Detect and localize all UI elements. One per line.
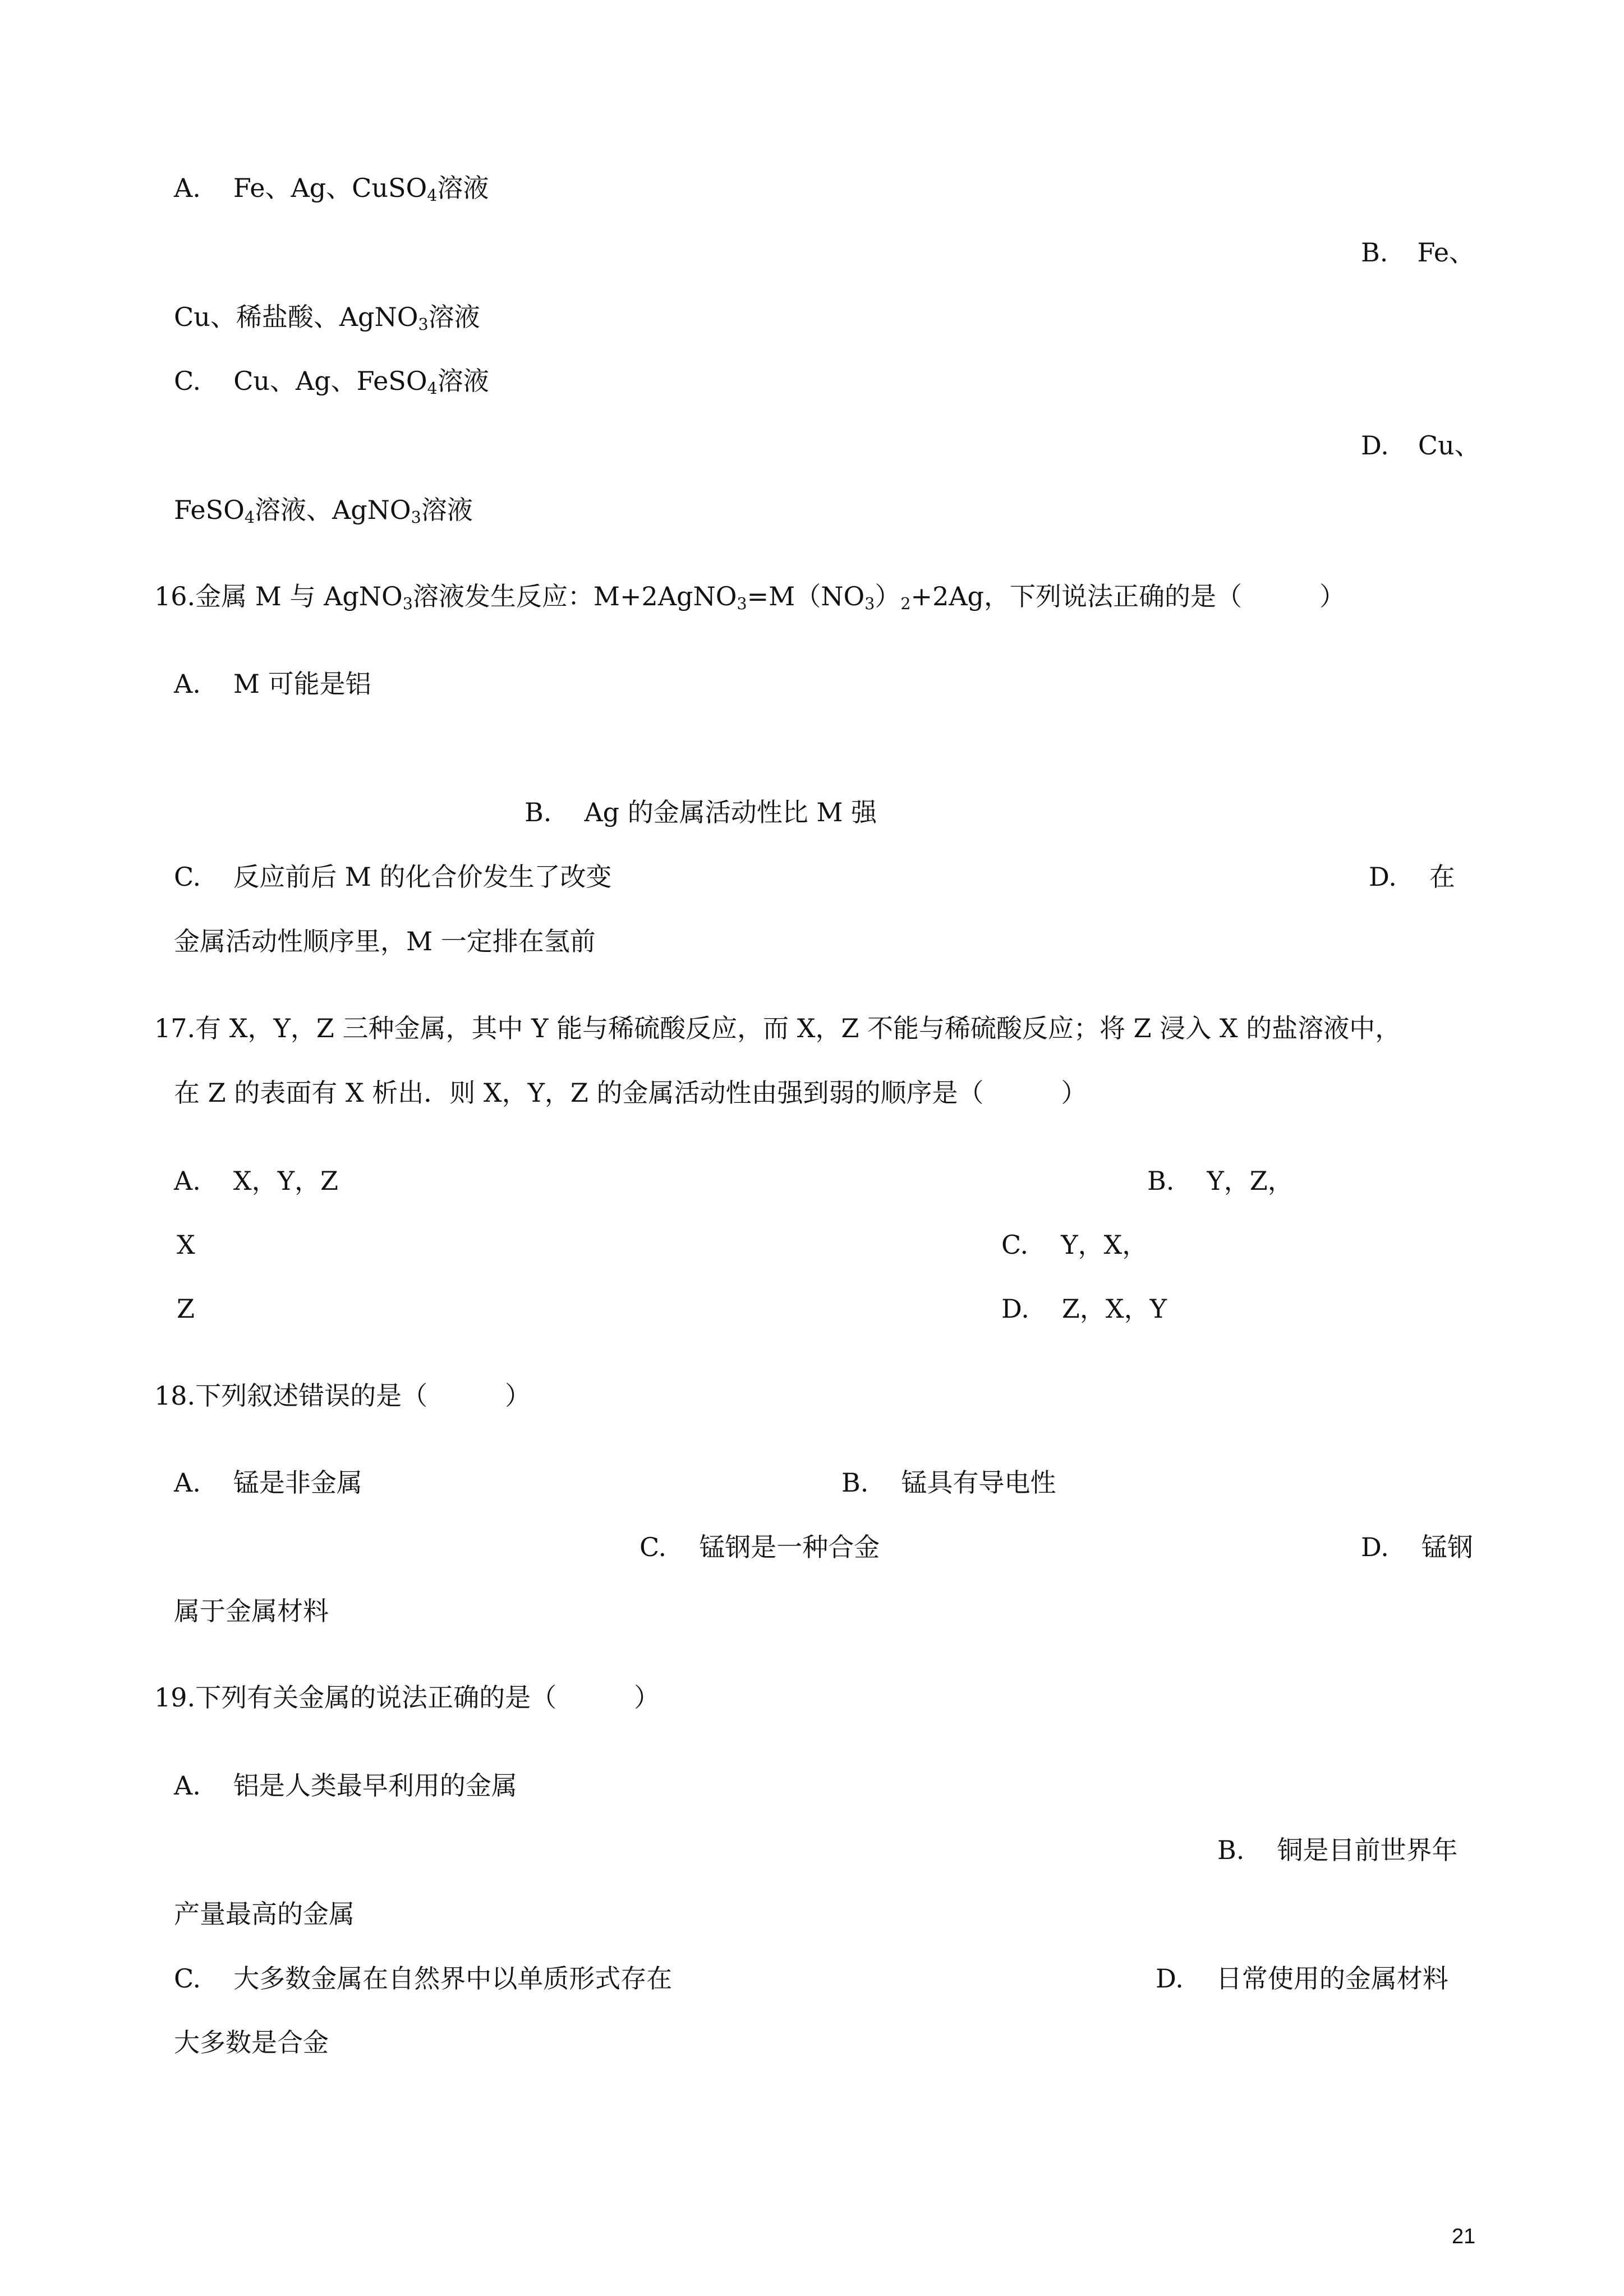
q17-stem-line-2: 在 Z 的表面有 X 析出．则 X，Y，Z 的金属活动性由强到弱的顺序是（ ） [174, 1078, 1087, 1108]
q15-option-a [174, 173, 489, 205]
option-text: Ag 的金属活动性比 M 强 [584, 797, 877, 827]
q18-option-b [841, 1467, 1056, 1498]
option-letter: D. [1369, 862, 1397, 892]
option-letter: B. [525, 797, 552, 827]
option-text: 锰钢是一种合金 [699, 1532, 880, 1562]
option-letter: D. [1156, 1963, 1184, 1994]
option-text: 在 [1429, 862, 1455, 892]
q17-option-c-continued: Z [177, 1294, 195, 1324]
q19-option-b [1217, 1837, 1457, 1863]
option-letter: B. [1361, 237, 1388, 268]
option-text: 铝是人类最早利用的金属 [233, 1770, 517, 1801]
option-text: Y，Z， [1207, 1166, 1294, 1196]
option-text: Fe、Ag、CuSO [233, 173, 427, 203]
subscript: 3 [418, 315, 429, 334]
option-text: Fe、 [1417, 237, 1475, 268]
q17-option-a [174, 1168, 338, 1194]
option-text: 锰钢 [1421, 1532, 1473, 1562]
option-letter: A. [174, 1467, 201, 1498]
subscript: 4 [244, 508, 255, 527]
q18-option-c [640, 1534, 880, 1560]
q17-option-b-continued: X [177, 1230, 195, 1260]
option-text: 锰是非金属 [233, 1467, 362, 1498]
option-text: 铜是目前世界年 [1277, 1835, 1458, 1865]
option-text: X，Y，Z [233, 1166, 338, 1196]
option-letter: C. [640, 1532, 667, 1562]
subscript: 4 [427, 186, 438, 205]
option-text: 反应前后 M 的化合价发生了改变 [233, 862, 612, 892]
q15-option-d-continued: FeSO$_4$溶液、AgNO$_3$溶液 [174, 495, 473, 527]
option-letter: D. [1001, 1294, 1029, 1324]
option-text: 日常使用的金属材料 [1216, 1963, 1448, 1994]
option-text: Cu、 [1418, 430, 1480, 461]
q17-option-b [1147, 1168, 1294, 1194]
option-letter: B. [841, 1467, 869, 1498]
q15-option-b-continued: Cu、稀盐酸、AgNO$_3$溶液 [174, 302, 480, 334]
option-letter: D. [1361, 430, 1389, 461]
option-letter: D. [1361, 1532, 1389, 1562]
subscript: 4 [427, 379, 438, 398]
q18-option-d [1361, 1534, 1473, 1560]
subscript: 2 [900, 595, 911, 614]
q16-option-a [174, 671, 371, 697]
page-number: 21 [1452, 2225, 1476, 2248]
option-letter: A. [174, 669, 201, 699]
option-letter: C. [174, 1963, 201, 1994]
option-letter: A. [174, 1166, 201, 1196]
q15-option-c [174, 366, 489, 398]
option-text: Cu、Ag、FeSO [233, 366, 427, 396]
q15-option-b [1361, 237, 1475, 268]
option-letter: C. [1001, 1230, 1029, 1260]
option-text: 锰具有导电性 [901, 1467, 1056, 1498]
option-letter: A. [174, 173, 201, 203]
subscript: 3 [864, 595, 875, 614]
q19-option-a [174, 1770, 517, 1801]
q18-option-d-continued: 属于金属材料 [174, 1596, 329, 1626]
q16-option-d-continued: 金属活动性顺序里，M 一定排在氢前 [174, 926, 596, 956]
q16-stem: 16.金属 M 与 AgNO$_3$溶液发生反应：$M+2AgNO_3=M(NO_3)_2+2Ag$，下列说法正确的是（ ） [154, 581, 1346, 614]
q18-option-a [174, 1467, 362, 1498]
q17-option-d [1001, 1296, 1167, 1322]
option-letter: C. [174, 366, 201, 396]
subscript: 3 [737, 595, 747, 614]
q16-option-b [525, 799, 877, 825]
option-letter: B. [1217, 1835, 1245, 1865]
option-text: Z，X，Y [1061, 1294, 1167, 1324]
subscript: 3 [402, 595, 413, 614]
q15-option-d [1361, 430, 1480, 461]
option-letter: A. [174, 1770, 201, 1801]
option-letter: B. [1147, 1166, 1175, 1196]
q16-option-c [174, 864, 612, 890]
option-text: 溶液 [437, 173, 489, 203]
option-text: M 可能是铝 [233, 669, 371, 699]
q16-option-d [1369, 864, 1455, 890]
q17-option-c [1001, 1232, 1148, 1258]
option-text: 大多数金属在自然界中以单质形式存在 [233, 1963, 673, 1994]
q17-stem-line-1: 17.有 X，Y，Z 三种金属，其中 Y 能与稀硫酸反应，而 X，Z 不能与稀硫酸反应；将 Z 浸入 X 的盐溶液中， [154, 1013, 1401, 1043]
option-letter: C. [174, 862, 201, 892]
option-text: Y，X， [1061, 1230, 1148, 1260]
option-text: 溶液 [437, 366, 489, 396]
q19-option-b-continued: 产量最高的金属 [174, 1899, 355, 1929]
q19-option-c [174, 1963, 673, 1994]
q19-stem: 19.下列有关金属的说法正确的是（ ） [154, 1682, 660, 1713]
q19-option-d [1156, 1963, 1448, 1994]
q19-option-d-continued: 大多数是合金 [174, 2027, 329, 2058]
subscript: 3 [411, 508, 421, 527]
q18-stem: 18.下列叙述错误的是（ ） [154, 1381, 531, 1411]
